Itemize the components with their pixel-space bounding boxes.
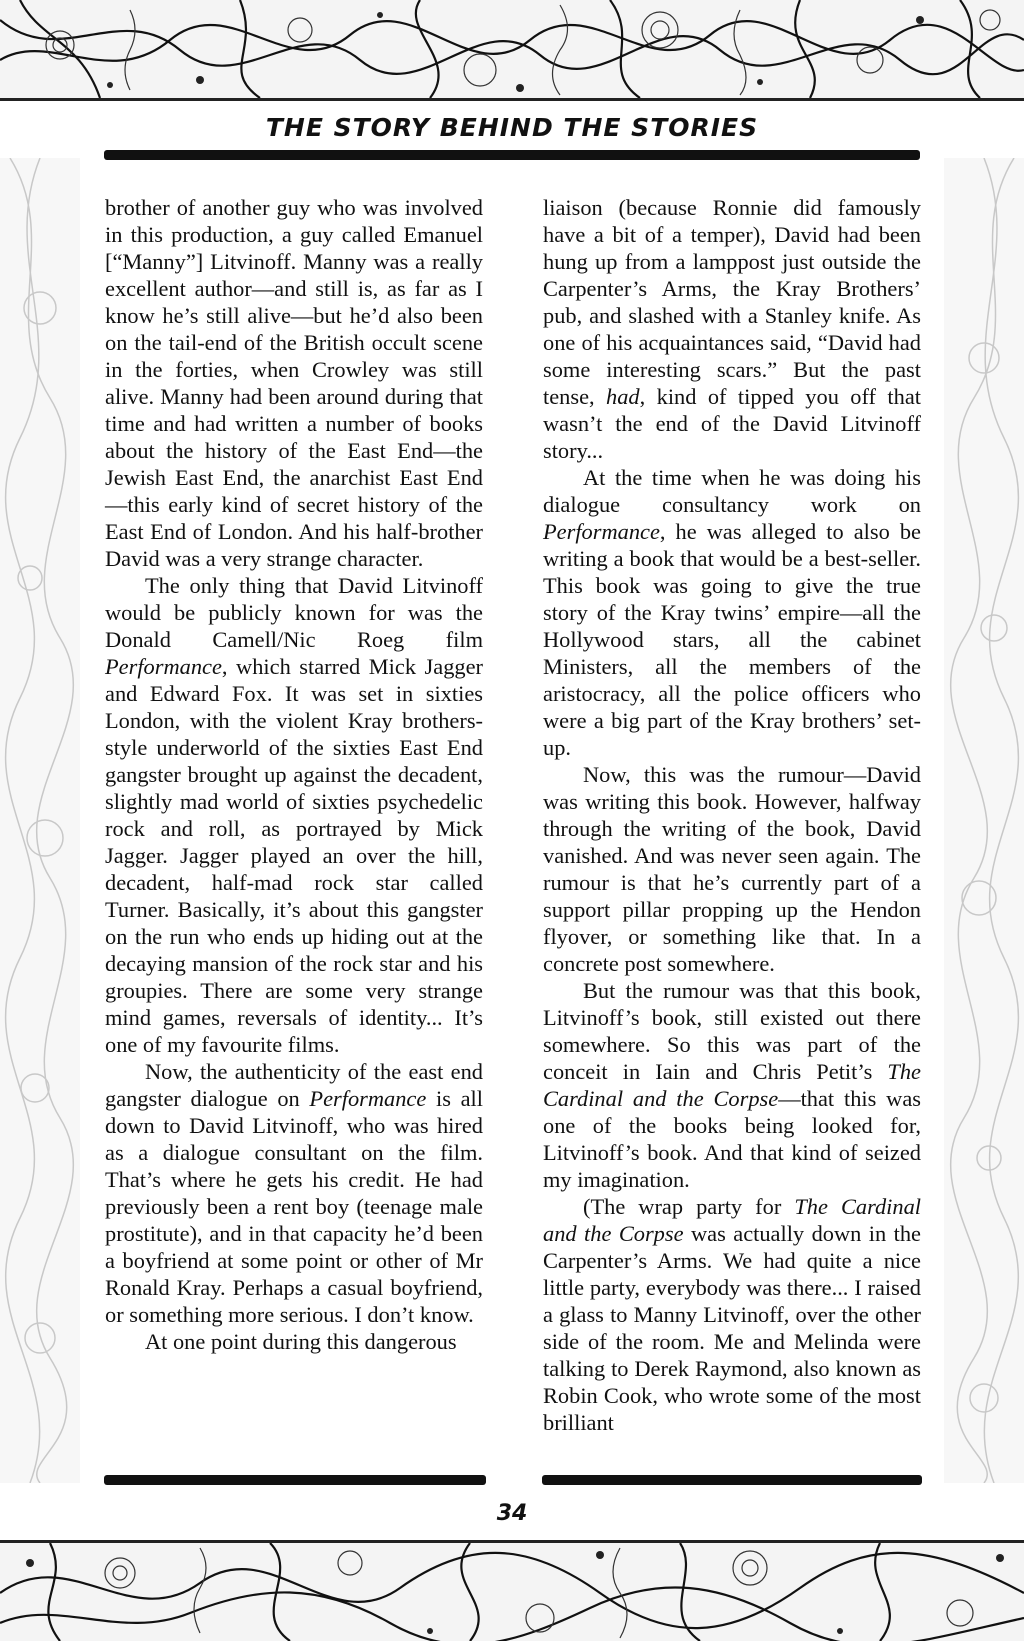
right-paragraph-5-end: was actually down in the Carpenter’s Arms. We had quite a nice little party, everybody was there... I raised a glass to Manny Litvinoff, over the other side of the room. Me and Melinda were talking to Derek Raymond, also known as Robin Cook, who wrote some of the most brilliant bbox=[543, 1221, 921, 1435]
title-cardinal-and-corpse-2: The Cardinal and the Corpse bbox=[543, 1194, 921, 1246]
left-side-illustration bbox=[0, 158, 80, 1483]
bottom-ornament-illustration bbox=[0, 1543, 1024, 1641]
right-paragraph-2-end: , he was alleged to also be writing a book that would be a best-seller. This book was going to give the true story of the Kray twins’ empire—all the Hollywood stars, all the cabinet Ministers, all the members of the aristocracy, all the police officers who were a big part of the Kray brothers’ set-up. bbox=[543, 519, 921, 760]
right-side-ornament bbox=[944, 158, 1024, 1483]
right-paragraph-1 bbox=[543, 194, 921, 464]
left-paragraph-2 bbox=[105, 572, 483, 1058]
right-paragraph-2 bbox=[543, 464, 921, 761]
left-paragraph-2-start: The only thing that David Litvinoff would be publicly known for was the Donald Camell/Nic Roeg film bbox=[105, 573, 483, 652]
title-cardinal-and-corpse: The Cardinal and the Corpse bbox=[543, 1059, 921, 1111]
right-paragraph-4 bbox=[543, 977, 921, 1193]
left-paragraph-3-end: is all down to David Litvinoff, who was hired as a dialogue consultant on the film. That’s where he gets his credit. He had previously been a rent boy (teenage male prostitute), and in that capacity he’d been a boyfriend at some point or other of Mr Ronald Kray. Perhaps a casual boyfriend, or something more serious. I don’t know. bbox=[105, 1086, 483, 1327]
page-number: 34 bbox=[496, 1501, 528, 1526]
right-paragraph-5 bbox=[543, 1193, 921, 1436]
bottom-decorative-border bbox=[0, 1540, 1024, 1641]
film-title-performance-2: Performance bbox=[309, 1086, 427, 1111]
film-title-performance-3: Performance bbox=[543, 519, 660, 544]
right-column-bottom-rule bbox=[542, 1475, 922, 1485]
right-side-illustration bbox=[944, 158, 1024, 1483]
emphasis-had: had bbox=[606, 384, 640, 409]
top-ornament-illustration bbox=[0, 0, 1024, 98]
left-paragraph-3 bbox=[105, 1058, 483, 1328]
right-paragraph-4-start: But the rumour was that this book, Litvinoff’s book, still existed out there somewhere. So this was part of the conceit in Iain and Chris Petit’s bbox=[543, 978, 921, 1084]
right-paragraph-1-end: , kind of tipped you off that wasn’t the end of the David Litvinoff story... bbox=[543, 384, 921, 463]
right-paragraph-1-start: liaison (because Ronnie did famously have a bit of a temper), David had been hung up from a lamppost just outside the Carpenter’s Arms, the Kray Brothers’ pub, and slashed with a Stanley knife. As one of his acquaintances said, “David had some interesting scars.” But the past tense, bbox=[543, 195, 921, 409]
right-paragraph-2-start: At the time when he was doing his dialogue consultancy work on bbox=[543, 465, 921, 517]
left-paragraph-2-end: , which starred Mick Jagger and Edward Fox. It was set in sixties London, with the violent Kray brothers-style underworld of the sixties East End gangster brought up against the decadent, slightly mad world of sixties psychedelic rock and roll, as portrayed by Mick Jagger. Jagger played an over the hill, decadent, half-mad rock star called Turner. Basically, it’s about this gangster on the run who ends up hiding out at the decaying mansion of the rock star and his groupies. There are some very strange mind games, reversals of identity... It’s one of my favourite films. bbox=[105, 654, 483, 1057]
left-paragraph-3-start: Now, the authenticity of the east end gangster dialogue on bbox=[105, 1059, 483, 1111]
left-column-bottom-rule bbox=[104, 1475, 486, 1485]
right-paragraph-3: Now, this was the rumour—David was writing this book. However, halfway through the writing of the book, David vanished. And was never seen again. The rumour is that he’s currently part of a support pillar propping up the Hendon flyover, or something like that. In a concrete post somewhere. bbox=[543, 762, 921, 976]
left-text-column bbox=[105, 194, 483, 1355]
left-paragraph-4: At one point during this dangerous bbox=[145, 1329, 457, 1354]
film-title-performance: Performance bbox=[105, 654, 222, 679]
right-paragraph-4-end: —that this was one of the books being looked for, Litvinoff’s book. And that kind of seized my imagination. bbox=[543, 1086, 921, 1192]
left-side-ornament bbox=[0, 158, 80, 1483]
right-text-column bbox=[543, 194, 921, 1436]
top-decorative-border bbox=[0, 0, 1024, 101]
right-paragraph-5-start: (The wrap party for bbox=[583, 1194, 795, 1219]
header-rule bbox=[104, 150, 920, 160]
left-paragraph-1: brother of another guy who was involved in this production, a guy called Emanuel [“Manny”] Litvinoff. Manny was a really excellent author—and still is, as far as I know he’s still alive—but he’d also been on the tail-end of the British occult scene in the forties, when Crowley was still alive. Manny had been around during that time and had written a number of books about the history of the East End—the Jewish East End, the anarchist East End—this early kind of secret history of the East End of London. And his half-brother David was a very strange character. bbox=[105, 195, 483, 571]
section-title: THE STORY BEHIND THE STORIES bbox=[265, 113, 759, 142]
